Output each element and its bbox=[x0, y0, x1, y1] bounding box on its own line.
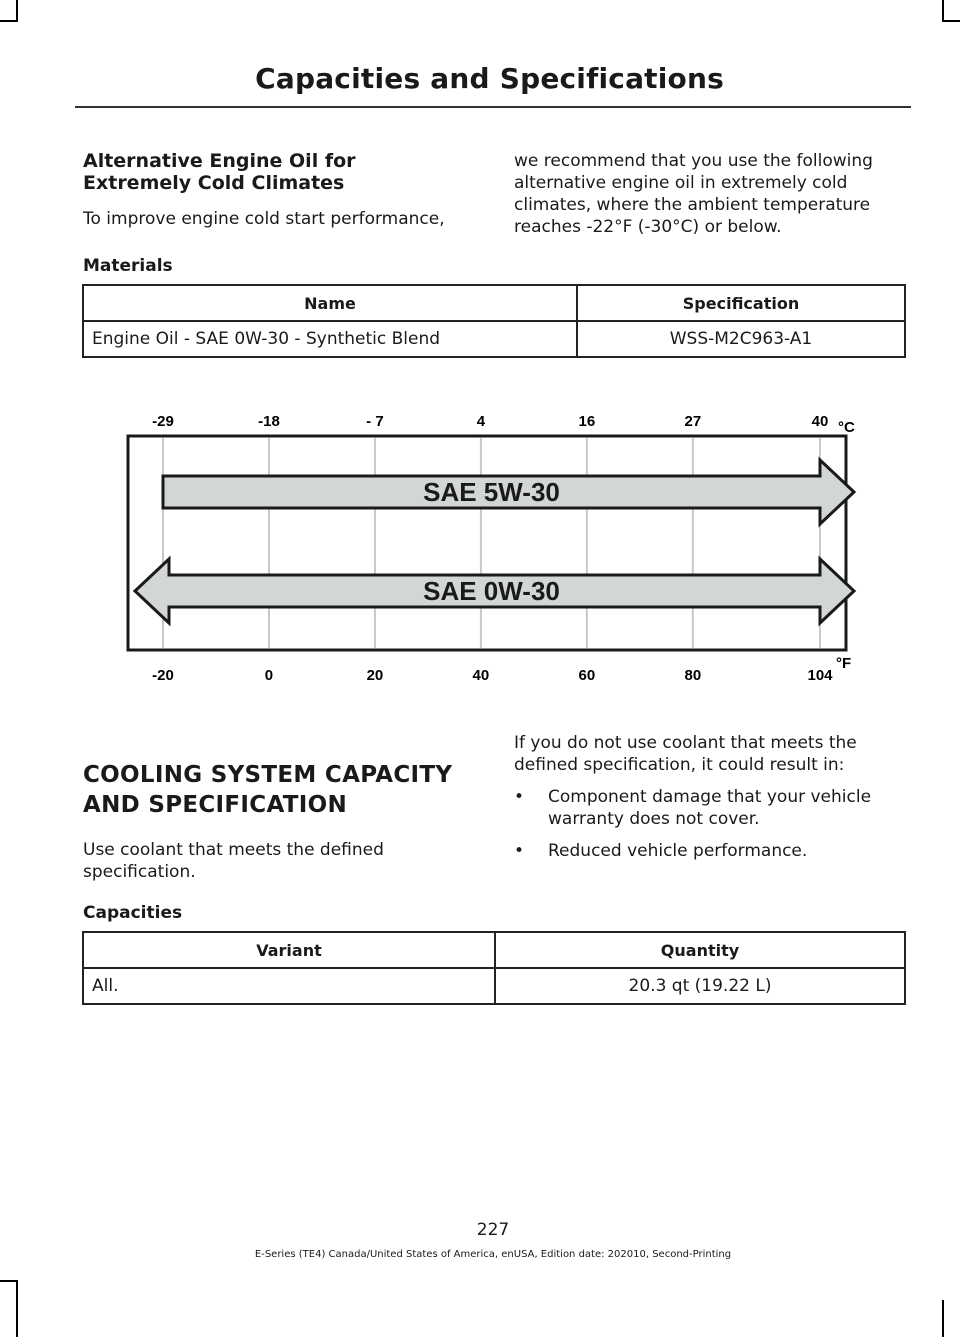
intro-text-continued: we recommend that you use the following alternative engine oil in extremely cold climates, where the ambient temperature reaches -22°F (-30°C) or below. bbox=[514, 151, 873, 237]
fahrenheit-tick-label: -20 bbox=[152, 667, 174, 684]
oil-left-column bbox=[83, 150, 483, 230]
bullet-icon: • bbox=[514, 787, 525, 807]
crop-mark bbox=[0, 20, 18, 22]
series-label: SAE 0W-30 bbox=[423, 576, 560, 606]
bullet-icon: • bbox=[514, 841, 525, 861]
crop-mark bbox=[0, 1280, 18, 1282]
edition-info: E-Series (TE4) Canada/United States of America, enUSA, Edition date: 202010, Second-Printing bbox=[254, 1249, 732, 1260]
list-item bbox=[514, 840, 910, 862]
section-heading-line2: AND SPECIFICATION bbox=[83, 792, 348, 818]
crop-mark bbox=[942, 0, 944, 22]
celsius-tick-label: 16 bbox=[578, 413, 596, 430]
crop-mark bbox=[16, 1280, 18, 1337]
materials-label: Materials bbox=[83, 256, 173, 276]
list-item bbox=[514, 786, 910, 830]
cooling-right-column bbox=[514, 732, 910, 862]
fahrenheit-tick-label: 0 bbox=[264, 667, 274, 684]
table-cell: Engine Oil - SAE 0W-30 - Synthetic Blend bbox=[83, 321, 577, 357]
table-header-row bbox=[83, 285, 905, 321]
materials-table bbox=[82, 284, 906, 358]
header-divider bbox=[75, 106, 911, 108]
table-cell: WSS-M2C963-A1 bbox=[577, 321, 905, 357]
table-cell: All. bbox=[83, 968, 495, 1004]
list-item-text: Reduced vehicle performance. bbox=[548, 841, 808, 861]
page-header-title: Capacities and Specifications bbox=[255, 62, 724, 95]
cooling-left-column bbox=[83, 760, 473, 883]
fahrenheit-tick-label: 60 bbox=[578, 667, 596, 684]
fahrenheit-tick-label: 20 bbox=[366, 667, 384, 684]
capacities-label: Capacities bbox=[83, 903, 183, 923]
fahrenheit-tick-label: 80 bbox=[684, 667, 702, 684]
table-header-cell: Name bbox=[83, 285, 577, 321]
crop-mark bbox=[942, 20, 960, 22]
celsius-tick-label: - 7 bbox=[366, 413, 384, 430]
crop-mark bbox=[942, 1300, 944, 1337]
section-heading: Alternative Engine Oil for Extremely Cold Climates bbox=[83, 150, 356, 194]
celsius-tick-label: 27 bbox=[684, 413, 702, 430]
section-heading: COOLING SYSTEM CAPACITY bbox=[83, 762, 453, 788]
celsius-tick-label: -18 bbox=[258, 413, 280, 430]
intro-text: To improve engine cold start performance, bbox=[83, 209, 445, 229]
fahrenheit-unit-label: °F bbox=[836, 655, 852, 672]
crop-mark bbox=[16, 0, 18, 22]
fahrenheit-axis bbox=[152, 667, 833, 684]
table-row bbox=[83, 321, 905, 357]
celsius-tick-label: 40 bbox=[811, 413, 829, 430]
fahrenheit-tick-label: 104 bbox=[807, 667, 833, 684]
table-header-cell: Variant bbox=[83, 932, 495, 968]
table-header-row bbox=[83, 932, 905, 968]
series-label: SAE 5W-30 bbox=[423, 477, 560, 507]
table-header-cell: Quantity bbox=[495, 932, 905, 968]
capacities-table bbox=[82, 931, 906, 1005]
page-number: 227 bbox=[476, 1220, 510, 1240]
celsius-axis bbox=[152, 413, 828, 430]
celsius-unit-label: °C bbox=[838, 419, 855, 436]
table-cell: 20.3 qt (19.22 L) bbox=[495, 968, 905, 1004]
celsius-tick-label: 4 bbox=[476, 413, 486, 430]
table-header-cell: Specification bbox=[577, 285, 905, 321]
bullet-list bbox=[514, 786, 910, 862]
list-item-text: Component damage that your vehicle warranty does not cover. bbox=[548, 787, 872, 829]
celsius-tick-label: -29 bbox=[152, 413, 174, 430]
table-row bbox=[83, 968, 905, 1004]
oil-temperature-chart bbox=[120, 400, 870, 690]
intro-text: Use coolant that meets the defined specification. bbox=[83, 840, 384, 882]
consequence-intro: If you do not use coolant that meets the defined specification, it could result in: bbox=[514, 733, 857, 775]
oil-right-column bbox=[514, 150, 910, 238]
chart-frame bbox=[128, 436, 846, 650]
fahrenheit-tick-label: 40 bbox=[472, 667, 490, 684]
